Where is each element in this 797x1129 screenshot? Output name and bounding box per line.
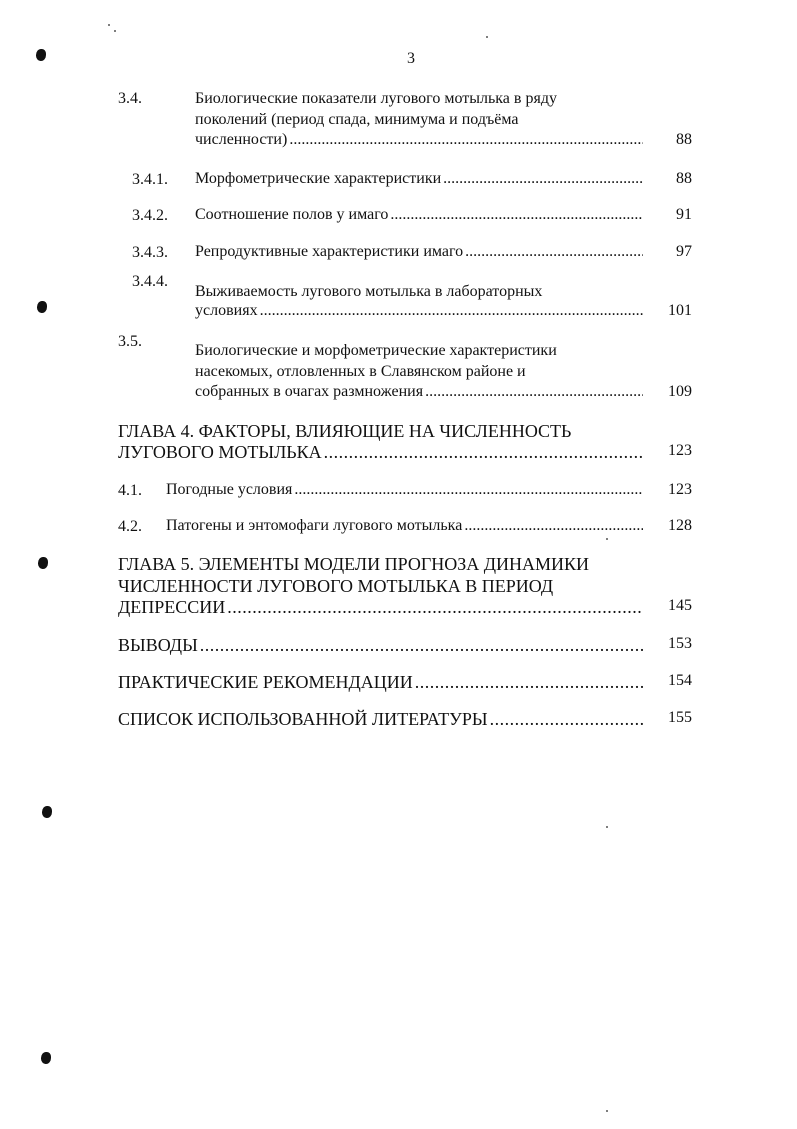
- toc-number: 3.4.3.: [132, 244, 168, 261]
- toc-row: [195, 206, 645, 224]
- toc-row: [195, 170, 645, 188]
- toc-page: 153: [668, 635, 692, 652]
- toc-page: 155: [668, 709, 692, 726]
- scan-hole-mark: [42, 806, 52, 818]
- toc-page: 128: [668, 517, 692, 534]
- toc-page: 91: [676, 206, 692, 223]
- toc-title: ДЕПРЕССИИ: [118, 597, 226, 617]
- toc-page: 88: [676, 131, 692, 148]
- toc-title: ПРАКТИЧЕСКИЕ РЕКОМЕНДАЦИИ: [118, 672, 413, 692]
- toc-page: 109: [668, 383, 692, 400]
- toc-row: [118, 634, 645, 656]
- chapter-title: ГЛАВА 4. ФАКТОРЫ, ВЛИЯЮЩИЕ НА ЧИСЛЕННОСТЬ: [118, 421, 572, 441]
- toc-row: [195, 131, 645, 149]
- toc-row: [195, 302, 645, 320]
- toc-title: Соотношение полов у имаго: [195, 206, 389, 223]
- toc-number: 3.4.2.: [132, 207, 168, 224]
- toc-line: Выживаемость лугового мотылька в лабораторных: [195, 283, 543, 300]
- toc-row: [166, 481, 645, 499]
- toc-line: поколений (период спада, минимума и подъёма: [195, 111, 519, 128]
- scan-speck: [114, 30, 116, 32]
- toc-row: [118, 671, 645, 693]
- scan-speck: [606, 538, 608, 540]
- chapter-title: ЧИСЛЕННОСТИ ЛУГОВОГО МОТЫЛЬКА В ПЕРИОД: [118, 576, 554, 596]
- scan-hole-mark: [41, 1052, 51, 1064]
- toc-title: условиях: [195, 302, 258, 319]
- scan-hole-mark: [36, 49, 46, 61]
- toc-title: СПИСОК ИСПОЛЬЗОВАННОЙ ЛИТЕРАТУРЫ: [118, 709, 488, 729]
- toc-row: [195, 243, 645, 261]
- toc-title: Погодные условия: [166, 481, 293, 498]
- toc-row: [195, 383, 645, 401]
- page-number: 3: [407, 50, 415, 67]
- toc-row: [166, 517, 645, 535]
- scan-speck: [606, 826, 608, 828]
- toc-row: [118, 441, 645, 463]
- scan-hole-mark: [37, 301, 47, 313]
- toc-row: [118, 708, 645, 730]
- toc-line: насекомых, отловленных в Славянском районе и: [195, 363, 526, 380]
- toc-title: ВЫВОДЫ: [118, 635, 198, 655]
- toc-page: 97: [676, 243, 692, 260]
- chapter-title: ГЛАВА 5. ЭЛЕМЕНТЫ МОДЕЛИ ПРОГНОЗА ДИНАМИКИ: [118, 554, 590, 574]
- toc-title: собранных в очагах размножения: [195, 383, 424, 400]
- toc-page: 123: [668, 481, 692, 498]
- toc-page: 88: [676, 170, 692, 187]
- toc-number: 3.5.: [118, 333, 142, 350]
- toc-number: 4.2.: [118, 518, 142, 535]
- toc-page: 154: [668, 672, 692, 689]
- toc-page: 145: [668, 597, 692, 614]
- scan-speck: [486, 36, 488, 38]
- toc-title: Репродуктивные характеристики имаго: [195, 243, 464, 260]
- scan-speck: [108, 24, 110, 26]
- toc-page: 101: [668, 302, 692, 319]
- toc-number: 3.4.4.: [132, 273, 168, 290]
- toc-title: Морфометрические характеристики: [195, 170, 442, 187]
- scan-speck: [606, 1110, 608, 1112]
- toc-line: Биологические показатели лугового мотылька в ряду: [195, 90, 557, 107]
- toc-page: 123: [668, 442, 692, 459]
- toc-number: 3.4.: [118, 90, 142, 107]
- toc-title: численности): [195, 131, 288, 148]
- toc-number: 4.1.: [118, 482, 142, 499]
- toc-title: Патогены и энтомофаги лугового мотылька: [166, 517, 463, 534]
- toc-row: [118, 596, 645, 618]
- toc-number: 3.4.1.: [132, 171, 168, 188]
- toc-title: ЛУГОВОГО МОТЫЛЬКА: [118, 442, 322, 462]
- toc-line: Биологические и морфометрические характеристики: [195, 342, 557, 359]
- scan-hole-mark: [38, 557, 48, 569]
